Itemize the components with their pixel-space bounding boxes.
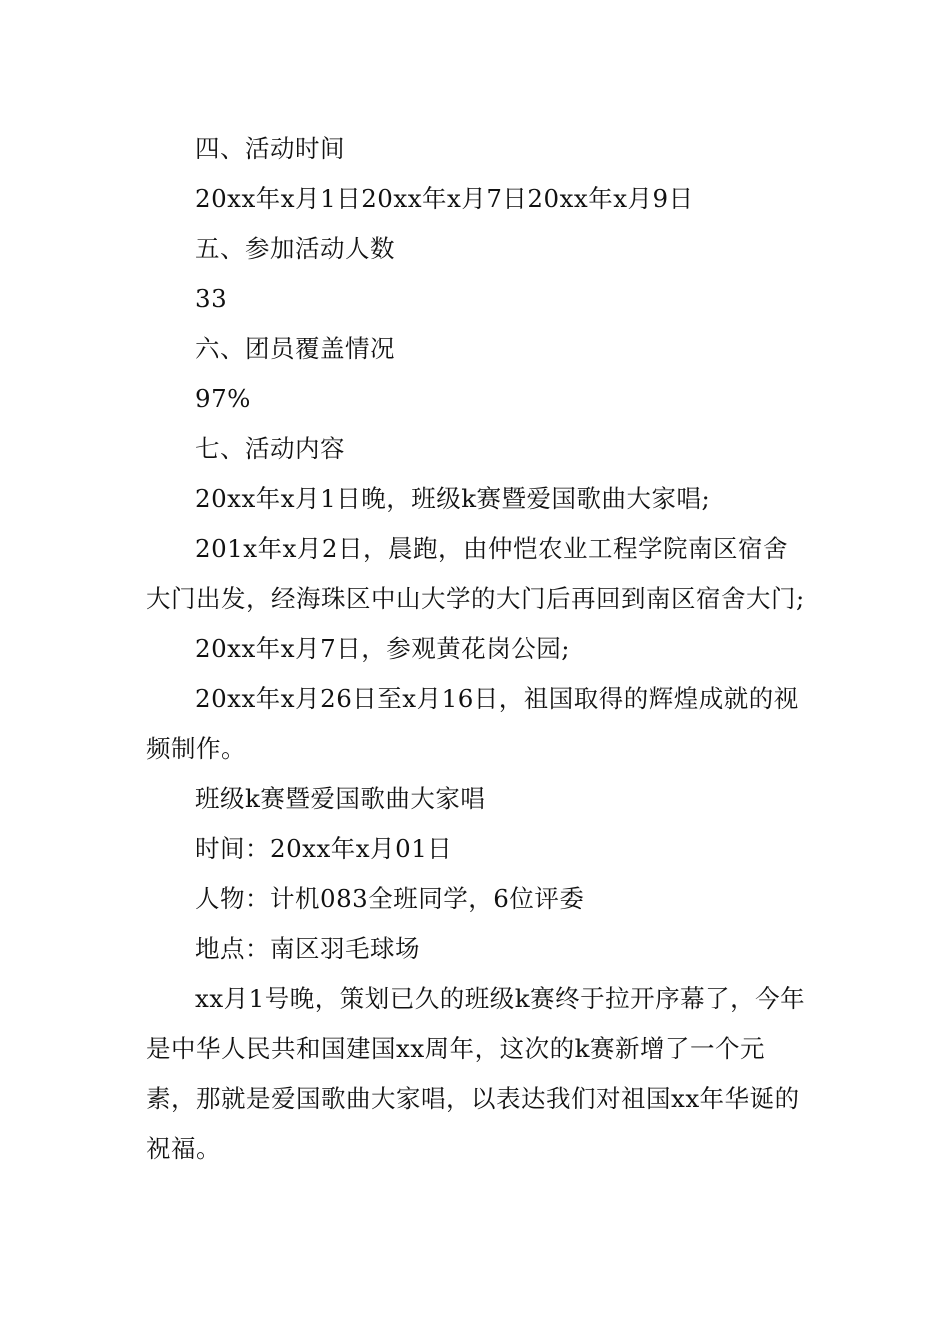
subsection-title: 班级k赛暨爱国歌曲大家唱 xyxy=(195,784,486,813)
member-coverage-value: 97% xyxy=(195,384,251,413)
event-time: 时间：20xx年x月01日 xyxy=(195,834,453,863)
activity-item-park-visit: 20xx年x月7日，参观黄花岗公园; xyxy=(195,634,570,663)
activity-dates: 20xx年x月1日20xx年x月7日20xx年x月9日 xyxy=(195,184,694,213)
section-heading-member-coverage: 六、团员覆盖情况 xyxy=(195,334,395,363)
document-body xyxy=(146,124,810,1174)
participant-count: 33 xyxy=(195,284,228,313)
activity-item-karaoke: 20xx年x月1日晚，班级k赛暨爱国歌曲大家唱; xyxy=(195,484,711,513)
section-heading-activity-content: 七、活动内容 xyxy=(195,434,345,463)
event-location: 地点：南区羽毛球场 xyxy=(195,934,420,963)
activity-item-video: 20xx年x月26日至x月16日，祖国取得的辉煌成就的视频制作。 xyxy=(146,684,799,763)
section-heading-participants: 五、参加活动人数 xyxy=(195,234,395,263)
section-heading-activity-time: 四、活动时间 xyxy=(195,134,345,163)
activity-item-morning-run: 201x年x月2日，晨跑，由仲恺农业工程学院南区宿舍大门出发，经海珠区中山大学的大门后再回到南区宿舍大门; xyxy=(146,534,805,613)
event-description: xx月1号晚，策划已久的班级k赛终于拉开序幕了，今年是中华人民共和国建国xx周年，这次的k赛新增了一个元素，那就是爱国歌曲大家唱，以表达我们对祖国xx年华诞的祝福。 xyxy=(146,984,806,1163)
event-people: 人物：计机083全班同学，6位评委 xyxy=(195,884,585,913)
